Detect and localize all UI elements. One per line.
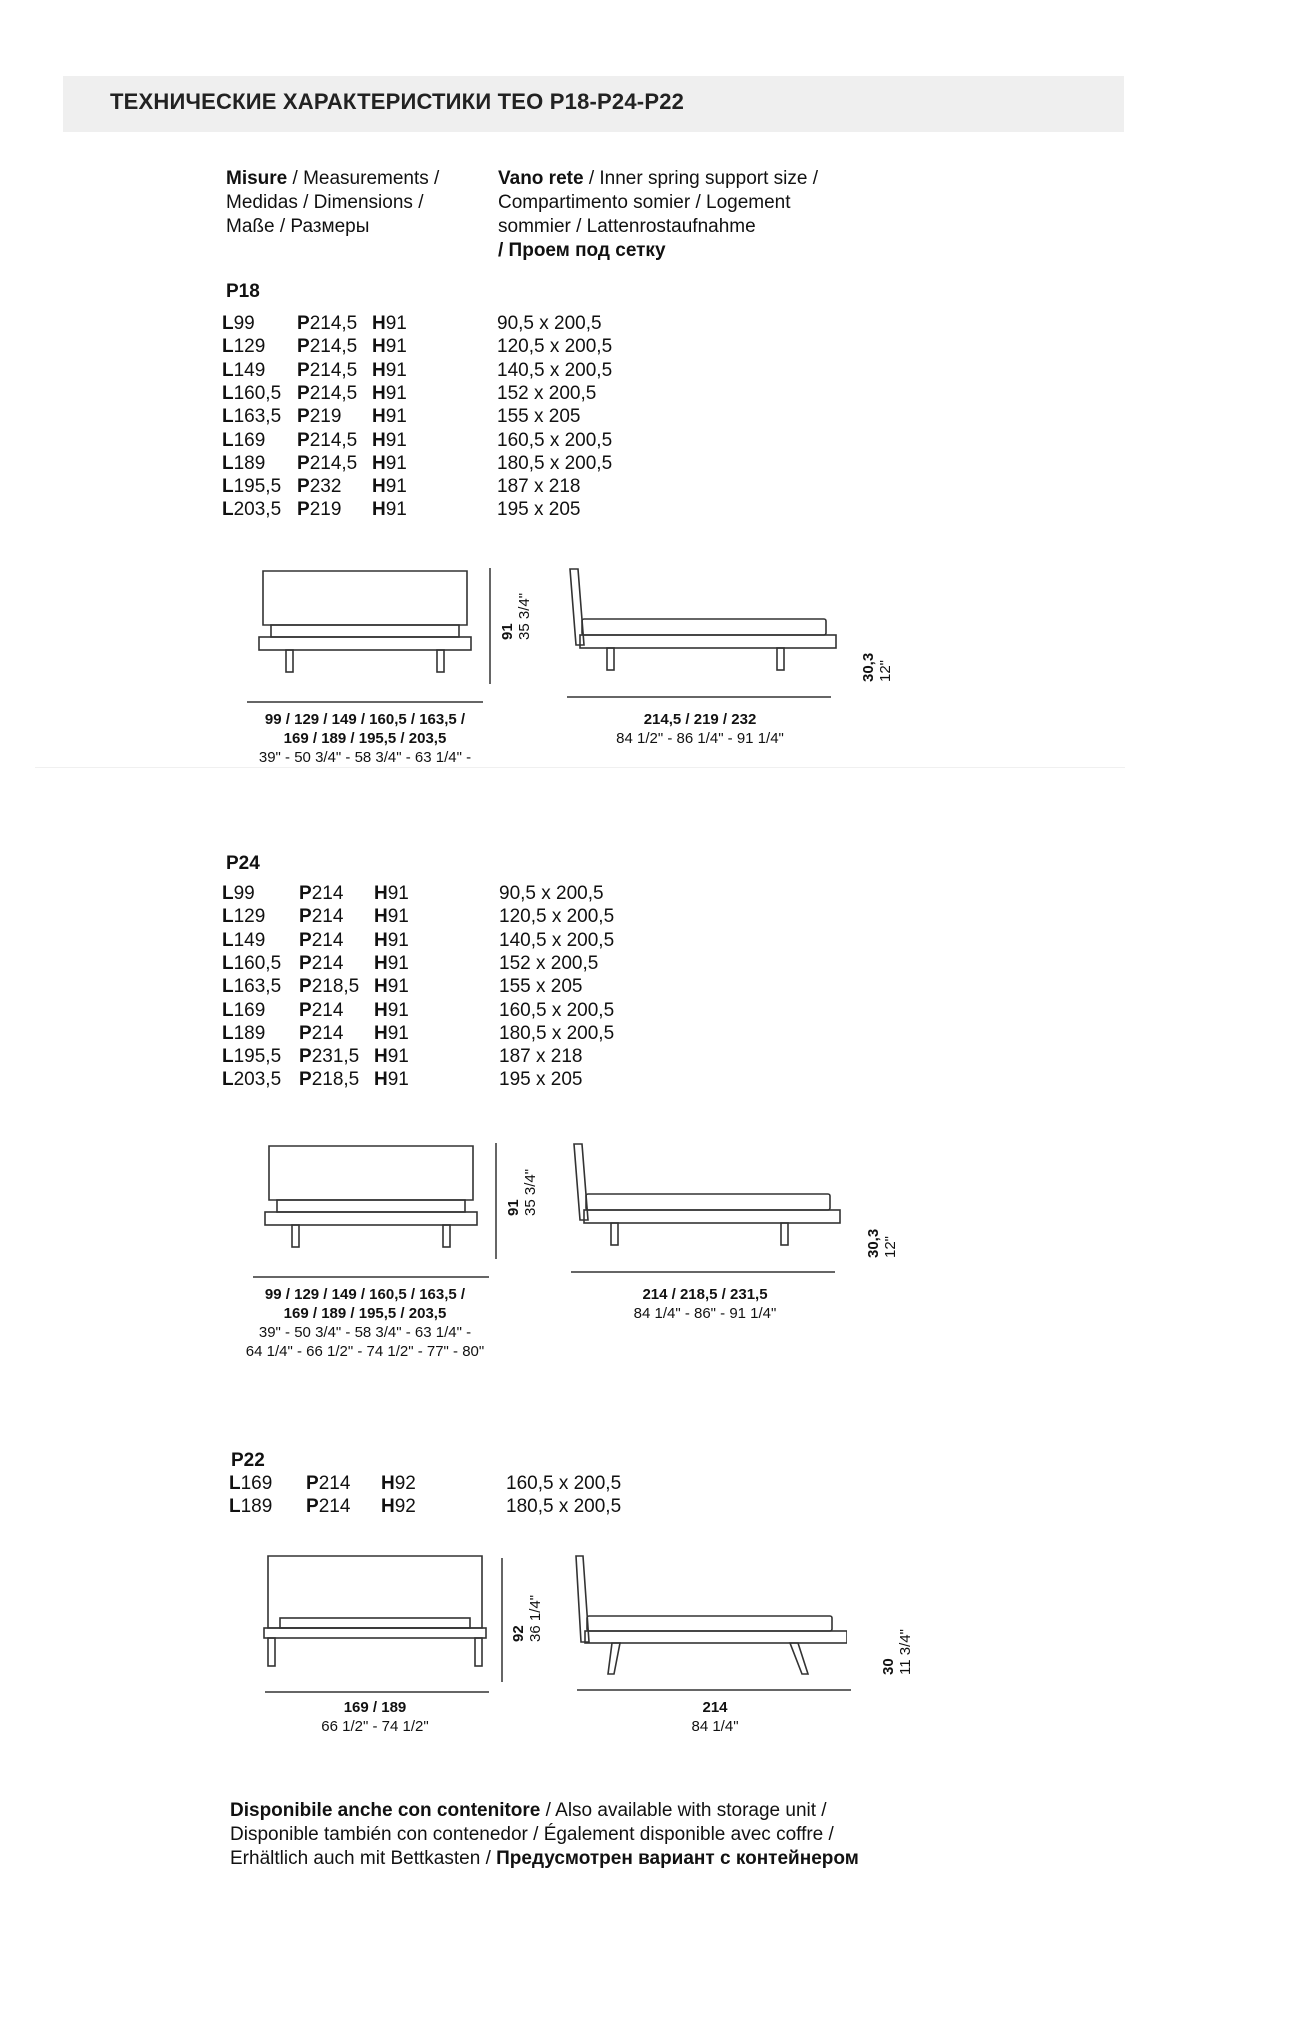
depth-cell-letter: P	[299, 1046, 312, 1068]
depth-cell	[297, 405, 341, 429]
size-row	[222, 905, 642, 929]
width-cell-letter: L	[229, 1473, 241, 1494]
p22-side-dims	[620, 1698, 810, 1736]
height-cell-letter: H	[372, 452, 386, 474]
measures-header-line2: Medidas / Dimensions /	[226, 192, 424, 213]
width-cell	[222, 498, 281, 522]
p22-height-inches: 36 1/4"	[527, 1594, 544, 1642]
p22-side-depth-line	[575, 1688, 853, 1692]
size-row	[222, 882, 642, 906]
size-row	[222, 999, 642, 1023]
spring-support-cell: 160,5 x 200,5	[497, 429, 613, 451]
vano-header	[498, 167, 818, 263]
height-cell-value: 91	[385, 359, 407, 381]
height-cell	[372, 312, 407, 336]
depth-cell-letter: P	[299, 929, 312, 951]
width-cell-letter: L	[222, 1046, 234, 1068]
depth-cell	[297, 382, 357, 406]
p22-side-dim-1: 214	[702, 1699, 728, 1716]
p24-frame-inches: 12"	[882, 1235, 899, 1258]
size-row	[222, 429, 642, 453]
depth-cell	[297, 475, 341, 499]
p24-front-dim-2: 169 / 189 / 195,5 / 203,5	[283, 1305, 447, 1322]
height-cell	[374, 1068, 409, 1092]
height-cell-letter: H	[372, 359, 386, 381]
p22-front-dim-1: 169 / 189	[343, 1699, 407, 1716]
height-cell	[372, 359, 407, 383]
width-cell	[222, 405, 281, 429]
size-row	[222, 335, 642, 359]
size-row	[222, 975, 642, 999]
depth-cell-letter: P	[297, 429, 310, 451]
vano-header-line3: sommier / Lattenrostaufnahme	[498, 216, 756, 237]
size-row	[222, 405, 642, 429]
spring-support-cell: 160,5 x 200,5	[506, 1473, 622, 1494]
height-cell-value: 91	[387, 906, 409, 928]
p24-side-dim-2: 84 1/4" - 86" - 91 1/4"	[633, 1305, 777, 1322]
section-title-p22: P22	[231, 1450, 265, 1471]
spring-support-cell: 152 x 200,5	[499, 952, 599, 974]
height-cell-value: 91	[387, 883, 409, 904]
depth-cell-value: 214	[311, 929, 344, 951]
depth-cell	[299, 905, 343, 929]
height-cell-value: 91	[385, 313, 407, 334]
page-title: ТЕХНИЧЕСКИЕ ХАРАКТЕРИСТИКИ TEO P18-P24-P22	[110, 89, 685, 114]
p22-height-label	[510, 1595, 544, 1642]
width-cell	[222, 1068, 281, 1092]
depth-cell-value: 214,5	[309, 452, 358, 474]
p24-front-dim-4: 64 1/4" - 66 1/2" - 74 1/2" - 77" - 80"	[245, 1343, 485, 1360]
p24-front-dim-1: 99 / 129 / 149 / 160,5 / 163,5 /	[264, 1286, 466, 1303]
depth-cell-value: 218,5	[311, 976, 360, 998]
depth-cell-letter: P	[299, 952, 312, 974]
depth-cell-value: 231,5	[311, 1046, 360, 1068]
width-cell	[222, 905, 265, 929]
spring-support-cell: 160,5 x 200,5	[499, 999, 615, 1021]
depth-cell	[297, 312, 357, 336]
p24-height-inches: 35 3/4"	[522, 1168, 539, 1216]
measures-header-line3: Maße / Размеры	[226, 216, 370, 237]
width-cell-letter: L	[222, 406, 234, 428]
depth-cell-letter: P	[297, 382, 310, 404]
size-row	[229, 1472, 649, 1496]
width-cell	[229, 1472, 272, 1496]
height-cell-letter: H	[372, 499, 386, 521]
spring-support-cell: 195 x 205	[499, 1069, 583, 1091]
height-cell-value: 92	[394, 1496, 416, 1518]
spring-support-cell: 140,5 x 200,5	[499, 929, 615, 951]
depth-cell-value: 214,5	[309, 359, 358, 381]
width-cell	[222, 312, 255, 336]
depth-cell	[297, 429, 357, 453]
width-cell	[222, 882, 255, 906]
depth-cell	[299, 952, 343, 976]
height-cell	[372, 475, 407, 499]
depth-cell-letter: P	[299, 906, 312, 928]
spring-support-cell: 152 x 200,5	[497, 382, 597, 404]
height-cell-value: 91	[385, 499, 407, 521]
p22-front-dims	[255, 1698, 495, 1736]
height-cell-letter: H	[374, 883, 388, 904]
width-cell-value: 189	[233, 1022, 266, 1044]
width-cell-value: 189	[233, 452, 266, 474]
storage-note-line3a: Erhältlich auch mit Bettkasten /	[230, 1848, 497, 1869]
section-title-p24: P24	[226, 853, 260, 874]
height-cell	[374, 1045, 409, 1069]
p18-front-dim-3: 39" - 50 3/4" - 58 3/4" - 63 1/4" -	[258, 749, 472, 766]
width-cell	[222, 1022, 265, 1046]
height-cell-letter: H	[372, 406, 386, 428]
width-cell-value: 189	[240, 1496, 273, 1518]
depth-cell	[299, 999, 343, 1023]
width-cell	[222, 382, 281, 406]
height-cell-letter: H	[374, 999, 388, 1021]
vano-header-line2: Compartimento somier / Logement	[498, 192, 791, 213]
height-cell	[372, 335, 407, 359]
height-cell	[374, 882, 409, 906]
width-cell-value: 169	[233, 999, 266, 1021]
size-row	[222, 1022, 642, 1046]
depth-cell-value: 219	[309, 499, 342, 521]
height-cell-value: 91	[387, 976, 409, 998]
depth-cell-value: 214	[311, 952, 344, 974]
height-cell-letter: H	[374, 1069, 388, 1091]
depth-cell-value: 214	[311, 906, 344, 928]
height-cell	[374, 999, 409, 1023]
size-row	[222, 382, 642, 406]
depth-cell	[299, 929, 343, 953]
section-title-p18: P18	[226, 281, 260, 302]
width-cell-value: 163,5	[233, 406, 282, 428]
measures-header	[226, 167, 439, 239]
width-cell-letter: L	[222, 906, 234, 928]
depth-cell-letter: P	[297, 336, 310, 358]
p22-front-width-line	[263, 1690, 491, 1694]
depth-cell-value: 214,5	[309, 313, 358, 334]
storage-note-bold: Disponibile anche con contenitore	[230, 1800, 541, 1821]
width-cell-value: 129	[233, 336, 266, 358]
height-cell-value: 91	[385, 429, 407, 451]
width-cell-letter: L	[222, 1069, 234, 1091]
height-cell	[372, 405, 407, 429]
depth-cell-letter: P	[299, 976, 312, 998]
width-cell	[229, 1495, 272, 1519]
p18-side-depth-line	[565, 695, 833, 699]
p24-side-depth-line	[569, 1270, 837, 1274]
width-cell	[222, 999, 265, 1023]
depth-cell-letter: P	[306, 1496, 319, 1518]
vano-header-line4: / Проем под сетку	[498, 240, 666, 261]
width-cell-value: 203,5	[233, 1069, 282, 1091]
depth-cell-value: 214	[318, 1473, 351, 1494]
depth-cell-letter: P	[299, 1022, 312, 1044]
height-cell-value: 91	[387, 1069, 409, 1091]
height-cell-value: 91	[387, 1022, 409, 1044]
width-cell-value: 99	[233, 883, 255, 904]
height-cell	[372, 429, 407, 453]
height-cell	[381, 1495, 416, 1519]
width-cell	[222, 975, 281, 999]
height-cell-value: 91	[387, 1046, 409, 1068]
depth-cell	[297, 335, 357, 359]
height-cell	[374, 952, 409, 976]
width-cell	[222, 929, 265, 953]
spring-support-cell: 180,5 x 200,5	[499, 1022, 615, 1044]
width-cell-letter: L	[222, 976, 234, 998]
depth-cell-letter: P	[297, 476, 310, 498]
p18-side-view-drawing	[566, 565, 841, 685]
width-cell	[222, 952, 281, 976]
depth-cell-letter: P	[299, 999, 312, 1021]
vano-header-rest: / Inner spring support size /	[583, 168, 818, 189]
measures-header-bold: Misure	[226, 168, 288, 189]
height-cell-letter: H	[374, 1046, 388, 1068]
depth-cell	[297, 498, 341, 522]
p18-frame-label	[860, 653, 894, 682]
depth-cell	[299, 1022, 343, 1046]
depth-cell	[299, 1045, 359, 1069]
p24-frame-value: 30,3	[865, 1228, 882, 1258]
p22-height-line	[500, 1556, 504, 1684]
height-cell-value: 91	[385, 452, 407, 474]
height-cell-letter: H	[372, 429, 386, 451]
width-cell-letter: L	[222, 999, 234, 1021]
size-row	[222, 929, 642, 953]
width-cell-value: 129	[233, 906, 266, 928]
height-cell-value: 91	[387, 929, 409, 951]
p22-height-value: 92	[510, 1625, 527, 1642]
p18-front-width-line	[245, 700, 485, 704]
width-cell-letter: L	[222, 313, 234, 334]
p22-side-view-drawing	[572, 1552, 847, 1682]
vano-header-bold: Vano rete	[498, 168, 584, 189]
height-cell-letter: H	[374, 929, 388, 951]
spring-support-cell: 180,5 x 200,5	[506, 1496, 622, 1518]
p18-side-dims	[575, 710, 825, 748]
width-cell-value: 149	[233, 929, 266, 951]
depth-cell	[297, 452, 357, 476]
depth-cell-value: 214,5	[309, 336, 358, 358]
height-cell-letter: H	[374, 952, 388, 974]
depth-cell	[306, 1472, 350, 1496]
width-cell-letter: L	[222, 929, 234, 951]
height-cell	[372, 382, 407, 406]
section-divider	[35, 767, 1125, 768]
height-cell	[381, 1472, 416, 1496]
width-cell-letter: L	[222, 883, 234, 904]
height-cell-letter: H	[372, 476, 386, 498]
width-cell	[222, 335, 265, 359]
height-cell-value: 92	[394, 1473, 416, 1494]
p22-frame-label	[880, 1629, 914, 1675]
height-cell-letter: H	[381, 1473, 395, 1494]
width-cell-letter: L	[222, 382, 234, 404]
depth-cell-letter: P	[297, 313, 310, 334]
p18-height-inches: 35 3/4"	[516, 592, 533, 640]
height-cell-value: 91	[385, 476, 407, 498]
size-row	[229, 1495, 649, 1519]
height-cell-letter: H	[372, 313, 386, 334]
depth-cell-letter: P	[297, 406, 310, 428]
height-cell-value: 91	[385, 382, 407, 404]
measures-header-rest: / Measurements /	[287, 168, 440, 189]
width-cell-letter: L	[222, 476, 234, 498]
depth-cell-letter: P	[297, 359, 310, 381]
depth-cell-letter: P	[297, 499, 310, 521]
depth-cell-value: 218,5	[311, 1069, 360, 1091]
p24-height-line	[494, 1141, 498, 1261]
storage-note-rest: / Also available with storage unit /	[540, 1800, 827, 1821]
p24-height-value: 91	[505, 1199, 522, 1216]
p18-front-dim-2: 169 / 189 / 195,5 / 203,5	[283, 730, 447, 747]
depth-cell	[297, 359, 357, 383]
spring-support-cell: 180,5 x 200,5	[497, 452, 613, 474]
height-cell-value: 91	[387, 999, 409, 1021]
p18-height-line	[488, 566, 492, 686]
depth-cell	[299, 1068, 359, 1092]
height-cell-value: 91	[385, 336, 407, 358]
width-cell-value: 163,5	[233, 976, 282, 998]
width-cell	[222, 475, 281, 499]
p18-side-dim-2: 84 1/2" - 86 1/4" - 91 1/4"	[616, 730, 784, 747]
depth-cell-letter: P	[306, 1473, 319, 1494]
width-cell-value: 169	[233, 429, 266, 451]
depth-cell	[299, 975, 359, 999]
spring-support-cell: 195 x 205	[497, 499, 581, 521]
spring-support-cell: 155 x 205	[499, 976, 583, 998]
width-cell-letter: L	[222, 452, 234, 474]
width-cell-letter: L	[229, 1496, 241, 1518]
storage-note-line2: Disponible también con contenedor / Également disponible avec coffre /	[230, 1824, 834, 1845]
width-cell	[222, 452, 265, 476]
size-row	[222, 1068, 642, 1092]
depth-cell-value: 214,5	[309, 382, 358, 404]
size-row	[222, 475, 642, 499]
p18-height-value: 91	[499, 623, 516, 640]
depth-cell-value: 214	[311, 999, 344, 1021]
spring-support-cell: 187 x 218	[497, 476, 581, 498]
p22-front-view-drawing	[262, 1550, 502, 1685]
width-cell-letter: L	[222, 359, 234, 381]
p18-frame-inches: 12"	[877, 659, 894, 682]
width-cell-value: 160,5	[233, 382, 282, 404]
p18-front-view-drawing	[255, 565, 495, 690]
width-cell-letter: L	[222, 1022, 234, 1044]
width-cell	[222, 359, 265, 383]
p22-frame-inches: 11 3/4"	[897, 1629, 914, 1675]
size-row	[222, 498, 642, 522]
height-cell	[374, 1022, 409, 1046]
depth-cell-value: 214,5	[309, 429, 358, 451]
spring-support-cell: 90,5 x 200,5	[497, 313, 602, 334]
title-bar	[63, 76, 1124, 132]
width-cell-value: 149	[233, 359, 266, 381]
depth-cell-letter: P	[299, 883, 312, 904]
p18-front-dims	[230, 710, 500, 767]
width-cell-letter: L	[222, 429, 234, 451]
p18-front-dim-1: 99 / 129 / 149 / 160,5 / 163,5 /	[264, 711, 466, 728]
p18-side-dim-1: 214,5 / 219 / 232	[643, 711, 757, 728]
width-cell-letter: L	[222, 952, 234, 974]
height-cell-value: 91	[385, 406, 407, 428]
p24-side-dims	[580, 1285, 830, 1323]
spring-support-cell: 187 x 218	[499, 1046, 583, 1068]
p22-frame-value: 30	[880, 1658, 897, 1675]
height-cell-letter: H	[374, 976, 388, 998]
depth-cell	[299, 882, 343, 906]
p24-front-dims	[215, 1285, 515, 1361]
height-cell	[372, 498, 407, 522]
p22-front-dim-2: 66 1/2" - 74 1/2"	[321, 1718, 429, 1735]
depth-cell-letter: P	[297, 452, 310, 474]
height-cell	[372, 452, 407, 476]
depth-cell-value: 214	[311, 1022, 344, 1044]
size-row	[222, 359, 642, 383]
width-cell-letter: L	[222, 336, 234, 358]
p18-frame-value: 30,3	[860, 652, 877, 682]
height-cell	[374, 905, 409, 929]
width-cell-value: 195,5	[233, 476, 282, 498]
height-cell-letter: H	[372, 336, 386, 358]
height-cell	[374, 975, 409, 999]
spring-support-cell: 120,5 x 200,5	[497, 336, 613, 358]
spring-support-cell: 90,5 x 200,5	[499, 883, 604, 904]
depth-cell	[306, 1495, 350, 1519]
spring-support-cell: 120,5 x 200,5	[499, 906, 615, 928]
depth-cell-value: 214	[311, 883, 344, 904]
size-row	[222, 1045, 642, 1069]
storage-note	[230, 1799, 859, 1871]
width-cell-value: 169	[240, 1473, 273, 1494]
depth-cell-value: 219	[309, 406, 342, 428]
p24-side-view-drawing	[570, 1140, 845, 1260]
p22-side-dim-2: 84 1/4"	[691, 1718, 739, 1735]
height-cell	[374, 929, 409, 953]
width-cell-letter: L	[222, 499, 234, 521]
p24-height-label	[505, 1169, 539, 1216]
width-cell-value: 195,5	[233, 1046, 282, 1068]
height-cell-letter: H	[381, 1496, 395, 1518]
p24-front-dim-3: 39" - 50 3/4" - 58 3/4" - 63 1/4" -	[258, 1324, 472, 1341]
size-row	[222, 312, 642, 336]
height-cell-letter: H	[374, 1022, 388, 1044]
p24-front-width-line	[251, 1275, 491, 1279]
size-row	[222, 452, 642, 476]
size-row	[222, 952, 642, 976]
depth-cell-value: 214	[318, 1496, 351, 1518]
p24-frame-label	[865, 1229, 899, 1258]
p24-front-view-drawing	[261, 1140, 501, 1265]
width-cell	[222, 429, 265, 453]
height-cell-letter: H	[374, 906, 388, 928]
width-cell	[222, 1045, 281, 1069]
spring-support-cell: 155 x 205	[497, 406, 581, 428]
width-cell-value: 160,5	[233, 952, 282, 974]
p18-height-label	[499, 593, 533, 640]
width-cell-value: 203,5	[233, 499, 282, 521]
height-cell-value: 91	[387, 952, 409, 974]
storage-note-line3b: Предусмотрен вариант с контейнером	[496, 1848, 859, 1869]
p24-side-dim-1: 214 / 218,5 / 231,5	[642, 1286, 768, 1303]
width-cell-value: 99	[233, 313, 255, 334]
spring-support-cell: 140,5 x 200,5	[497, 359, 613, 381]
depth-cell-letter: P	[299, 1069, 312, 1091]
height-cell-letter: H	[372, 382, 386, 404]
depth-cell-value: 232	[309, 476, 342, 498]
